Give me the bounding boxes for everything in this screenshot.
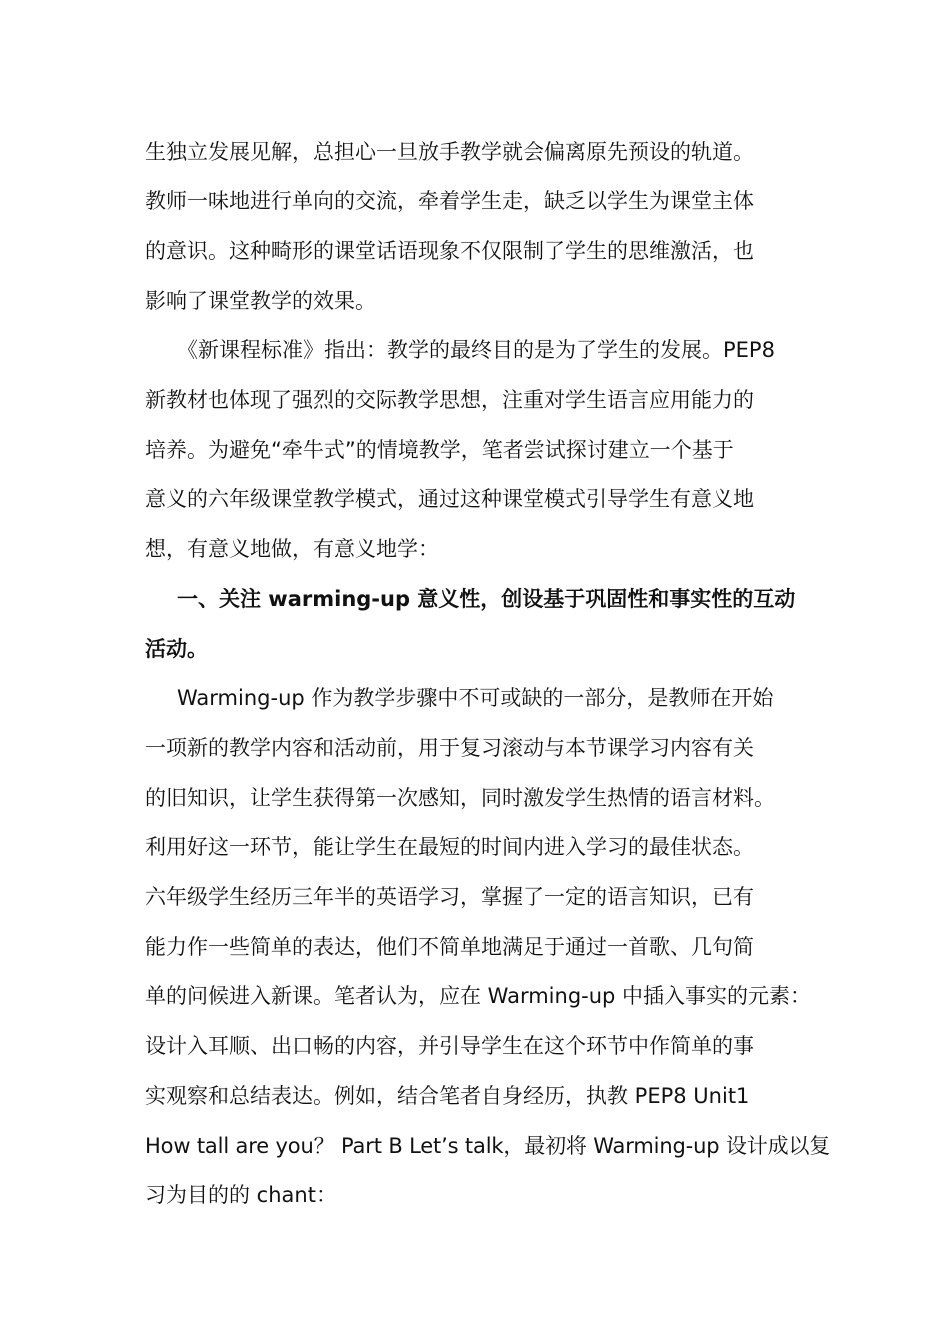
- text-line: 想，有意义地做，有意义地学：: [145, 537, 439, 561]
- text-line: 设计入耳顺、出口畅的内容，并引导学生在这个环节中作简单的事: [145, 1034, 754, 1058]
- text-line: 新教材也体现了强烈的交际教学思想，注重对学生语言应用能力的: [145, 388, 754, 412]
- text-line: 实观察和总结表达。例如，结合笔者自身经历，执教 PEP8 Unit1: [145, 1084, 750, 1108]
- text-line: 的意识。这种畸形的课堂话语现象不仅限制了学生的思维激活，也: [145, 239, 754, 263]
- text-line: 《新课程标准》指出：教学的最终目的是为了学生的发展。PEP8: [177, 338, 775, 362]
- text-line: 一项新的教学内容和活动前，用于复习滚动与本节课学习内容有关: [145, 736, 754, 760]
- text-line: Warming-up 作为教学步骤中不可或缺的一部分，是教师在开始: [177, 686, 774, 710]
- section-heading-cont: 活动。: [145, 637, 208, 661]
- text-line: 习为目的的 chant：: [145, 1183, 337, 1207]
- text-line: How tall are you？ Part B Let’s talk，最初将 Warming-up 设计成以复: [145, 1134, 831, 1158]
- text-line: 六年级学生经历三年半的英语学习，掌握了一定的语言知识，已有: [145, 885, 754, 909]
- text-line: 的旧知识，让学生获得第一次感知，同时激发学生热情的语言材料。: [145, 786, 775, 810]
- text-line: 培养。为避免“牵牛式”的情境教学，笔者尝试探讨建立一个基于: [145, 438, 734, 462]
- text-line: 能力作一些简单的表达，他们不简单地满足于通过一首歌、几句简: [145, 935, 754, 959]
- section-heading: 一、关注 warming-up 意义性，创设基于巩固性和事实性的互动: [177, 587, 796, 611]
- text-line: 单的问候进入新课。笔者认为，应在 Warming-up 中插入事实的元素：: [145, 984, 812, 1008]
- text-line: 生独立发展见解，总担心一旦放手教学就会偏离原先预设的轨道。: [145, 140, 754, 164]
- text-line: 意义的六年级课堂教学模式，通过这种课堂模式引导学生有意义地: [145, 487, 754, 511]
- text-line: 影响了课堂教学的效果。: [145, 289, 376, 313]
- text-line: 教师一味地进行单向的交流，牵着学生走，缺乏以学生为课堂主体: [145, 189, 754, 213]
- text-line: 利用好这一环节，能让学生在最短的时间内进入学习的最佳状态。: [145, 835, 754, 859]
